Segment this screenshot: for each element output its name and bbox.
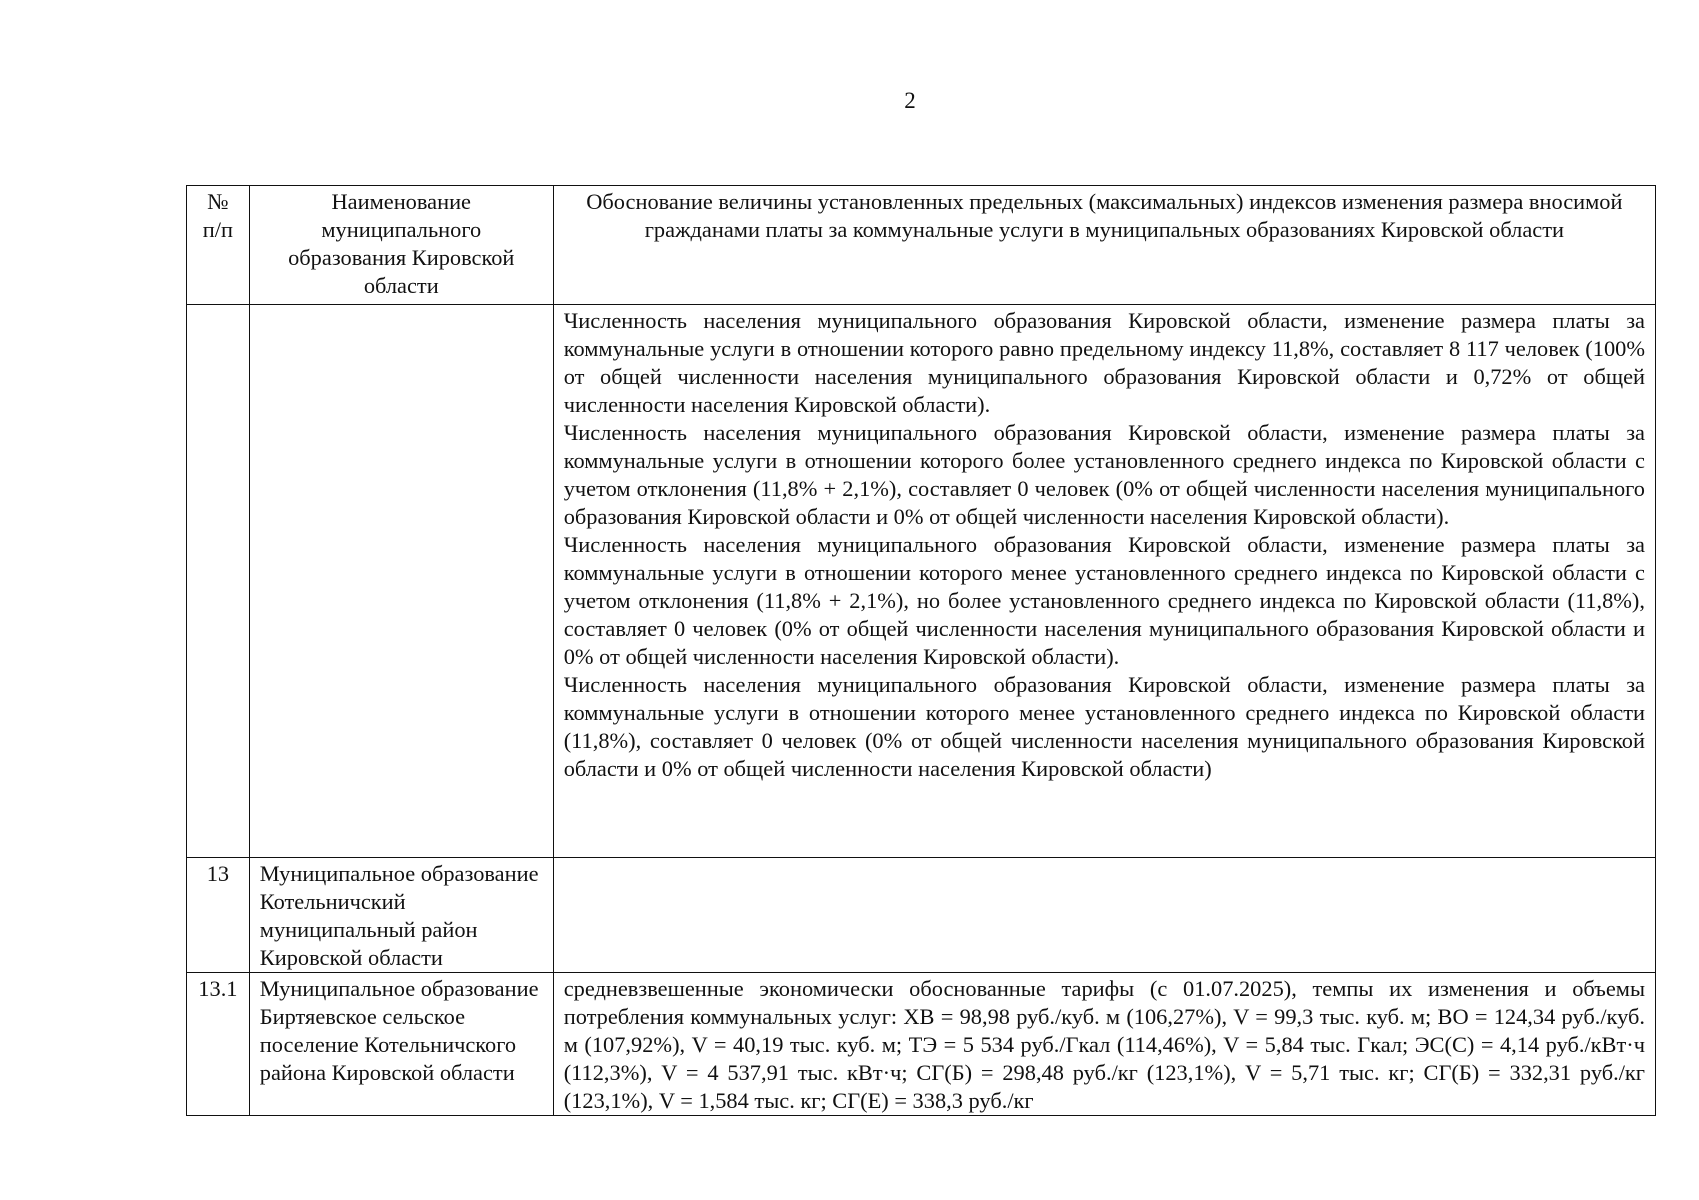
row-name: Муниципальное образование Котельничский муниципальный район Кировской области: [249, 858, 553, 973]
justification-paragraph: Численность населения муниципального образования Кировской области, изменение размера платы за коммунальные услуги в отношении которого равно предельному индексу 11,8%, составляет 8 117 человек (100% от общей численности населения муниципального образования Кировской области и 0,72% от общей численности населения Кировской области).: [563, 308, 1645, 417]
row-name: [249, 305, 553, 858]
table-row: [187, 973, 1656, 1116]
header-justification: Обоснование величины установленных предельных (максимальных) индексов изменения размера вносимой гражданами платы за коммунальные услуги в муниципальных образованиях Кировской области: [553, 186, 1655, 305]
row-justification: [553, 305, 1655, 858]
row-justification: [553, 973, 1655, 1116]
header-num: № п/п: [187, 186, 250, 305]
table-header-row: [187, 186, 1656, 305]
row-num: [187, 305, 250, 858]
table-row: [187, 858, 1656, 973]
row-num: 13: [187, 858, 250, 973]
justification-paragraph: Численность населения муниципального образования Кировской области, изменение размера платы за коммунальные услуги в отношении которого менее установленного среднего индекса по Кировской области с учетом отклонения (11,8% + 2,1%), но более установленного среднего индекса по Кировской области (11,8%), составляет 0 человек (0% от общей численности населения муниципального образования Кировской области и 0% от общей численности населения Кировской области).: [563, 532, 1645, 669]
header-name: Наименование муниципального образования Кировской области: [249, 186, 553, 305]
justification-table: [186, 185, 1656, 1116]
justification-paragraph: Численность населения муниципального образования Кировской области, изменение размера платы за коммунальные услуги в отношении которого более установленного среднего индекса по Кировской области с учетом отклонения (11,8% + 2,1%), составляет 0 человек (0% от общей численности населения муниципального образования Кировской области и 0% от общей численности населения Кировской области).: [563, 420, 1645, 529]
justification-paragraph: Численность населения муниципального образования Кировской области, изменение размера платы за коммунальные услуги в отношении которого менее установленного среднего индекса по Кировской области (11,8%), составляет 0 человек (0% от общей численности населения муниципального образования Кировской области и 0% от общей численности населения Кировской области): [563, 672, 1645, 781]
row-num: 13.1: [187, 973, 250, 1116]
justification-paragraph: средневзвешенные экономически обоснованные тарифы (с 01.07.2025), темпы их изменения и объемы потребления коммунальных услуг: ХВ = 98,98 руб./куб. м (106,27%), V = 99,3 тыс. куб. м; ВО = 124,34 руб./куб. м (107,92%), V = 40,19 тыс. куб. м; ТЭ = 5 534 руб./Гкал (114,46%), V = 5,84 тыс. Гкал; ЭС(С) = 4,14 руб./кВт·ч (112,3%), V = 4 537,91 тыс. кВт·ч; СГ(Б) = 298,48 руб./кг (123,1%), V = 5,71 тыс. кг; СГ(Б) = 332,31 руб./кг (123,1%), V = 1,584 тыс. кг; СГ(Е) = 338,3 руб./кг: [563, 976, 1645, 1113]
page-number: 2: [904, 88, 916, 113]
row-name: Муниципальное образование Биртяевское сельское поселение Котельничского района Кировской области: [249, 973, 553, 1116]
table-row: [187, 305, 1656, 858]
row-justification: [553, 858, 1655, 973]
